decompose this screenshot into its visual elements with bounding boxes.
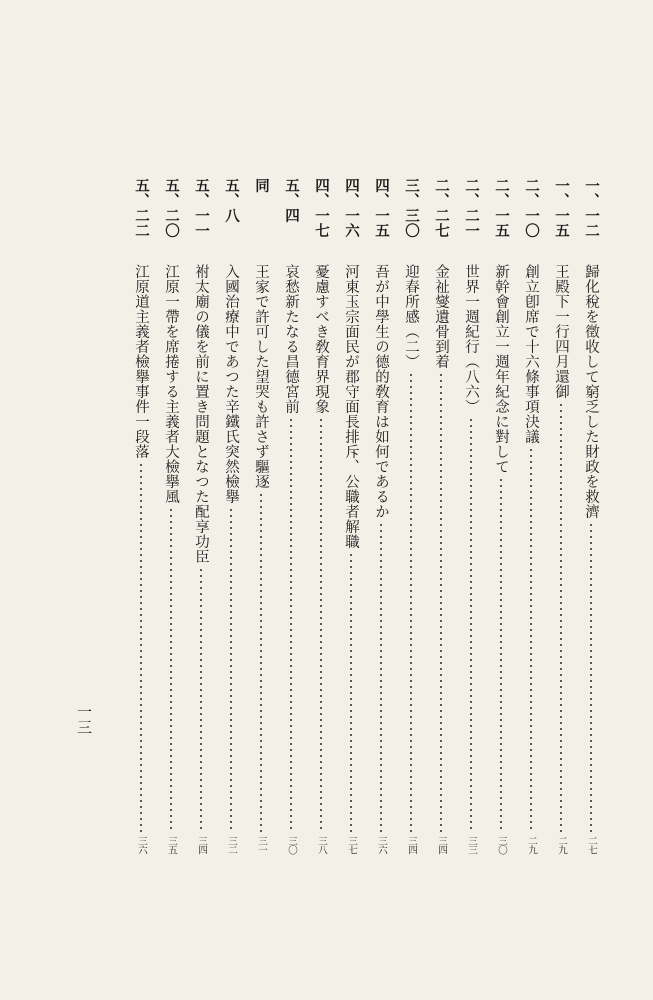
entry-page-number: 三一 [256, 836, 267, 854]
toc-entry [279, 178, 303, 858]
dot-leader [140, 462, 142, 833]
entry-page-number: 三八 [316, 836, 327, 854]
entry-page-number: 三五 [166, 836, 177, 854]
entry-body [189, 264, 213, 854]
entry-date: 二、二七 [433, 178, 450, 238]
entry-date: 四、一七 [313, 178, 330, 238]
toc-entry [399, 178, 423, 858]
dot-leader [290, 417, 292, 833]
entry-date: 二、一五 [493, 178, 510, 238]
table-of-contents [129, 178, 603, 858]
entry-body [429, 264, 453, 854]
entry-body [249, 264, 273, 854]
entry-page-number: 二七 [586, 836, 597, 854]
entry-page-number: 二九 [526, 836, 537, 854]
entry-body [519, 264, 543, 854]
entry-date: 三、三〇 [403, 178, 420, 238]
dot-leader [380, 522, 382, 833]
dot-leader [260, 492, 262, 833]
entry-page-number: 三六 [136, 836, 147, 854]
entry-title: 歸化稅を徵收して窮乏した財政を救濟 [583, 264, 599, 519]
dot-leader [230, 507, 232, 833]
toc-entry [429, 178, 453, 858]
entry-body [369, 264, 393, 854]
entry-page-number: 三四 [436, 836, 447, 854]
toc-entry [549, 178, 573, 858]
dot-leader [560, 402, 562, 833]
entry-title: 世界一週紀行（八六） [463, 264, 479, 414]
entry-body [219, 264, 243, 854]
entry-body [159, 264, 183, 854]
entry-page-number: 三四 [406, 836, 417, 854]
dot-leader [590, 522, 592, 833]
entry-title: 金祉燮遺骨到着 [433, 264, 449, 369]
toc-entry [369, 178, 393, 858]
entry-body [579, 264, 603, 854]
toc-entry [249, 178, 273, 858]
entry-title: 吾が中學生の德的敎育は如何であるか [373, 264, 389, 519]
entry-title: 河東玉宗面民が郡守面長排斥、公職者解職 [343, 264, 359, 549]
entry-title: 江原一帶を席捲する主義者大檢擧風 [163, 264, 179, 504]
dot-leader [470, 417, 472, 833]
entry-title: 新幹會創立一週年紀念に對して [493, 264, 509, 474]
entry-date: 二、二一 [463, 178, 480, 238]
entry-date: 五、二二 [133, 178, 150, 238]
entry-date: 二、一〇 [523, 178, 540, 238]
entry-body [459, 264, 483, 854]
entry-page-number: 三六 [376, 836, 387, 854]
entry-page-number: 三〇 [496, 836, 507, 854]
toc-entry [309, 178, 333, 858]
entry-date: 五、四 [283, 178, 300, 223]
entry-date: 四、一五 [373, 178, 390, 238]
entry-body [129, 264, 153, 854]
entry-title: 王殿下一行四月還御 [553, 264, 569, 399]
entry-page-number: 三七 [346, 836, 357, 854]
entry-body [339, 264, 363, 854]
entry-title: 迎春所感（二） [403, 264, 419, 369]
entry-title: 憂慮すべき敎育界現象 [313, 264, 329, 414]
toc-entry [189, 178, 213, 858]
dot-leader [500, 477, 502, 833]
entry-page-number: 三三 [466, 836, 477, 854]
entry-title: 祔太廟の儀を前に置き問題となつた配享功臣 [193, 264, 209, 564]
entry-title: 江原道主義者檢擧事件一段落 [133, 264, 149, 459]
entry-body [309, 264, 333, 854]
entry-date: 四、一六 [343, 178, 360, 238]
entry-date: 五、一一 [193, 178, 210, 238]
entry-title: 創立卽席で十六條事項決議 [523, 264, 539, 444]
entry-title: 入國治療中であつた辛鐵氏突然檢擧 [223, 264, 239, 504]
entry-title: 哀愁新たなる昌德宮前 [283, 264, 299, 414]
entry-date: 一、一五 [553, 178, 570, 238]
page-number: 一三 [75, 704, 93, 735]
toc-entry [519, 178, 543, 858]
toc-entry [459, 178, 483, 858]
entry-body [279, 264, 303, 854]
entry-date: 五、八 [223, 178, 240, 223]
dot-leader [170, 507, 172, 833]
entry-page-number: 三〇 [286, 836, 297, 854]
toc-entry [219, 178, 243, 858]
toc-entry [129, 178, 153, 858]
entry-page-number: 二九 [556, 836, 567, 854]
entry-page-number: 三二 [226, 836, 237, 854]
entry-title: 王家で許可した望哭も許さず驅逐 [253, 264, 269, 489]
entry-date: 五、二〇 [163, 178, 180, 238]
entry-body [489, 264, 513, 854]
dot-leader [320, 417, 322, 833]
toc-entry [489, 178, 513, 858]
dot-leader [530, 447, 532, 833]
toc-entry [339, 178, 363, 858]
dot-leader [410, 372, 412, 833]
entry-date: 一、一二 [583, 178, 600, 238]
entry-page-number: 三四 [196, 836, 207, 854]
entry-body [399, 264, 423, 854]
toc-entry [579, 178, 603, 858]
entry-date: 同 [253, 178, 270, 193]
dot-leader [350, 552, 352, 833]
dot-leader [440, 372, 442, 833]
dot-leader [200, 567, 202, 833]
toc-entry [159, 178, 183, 858]
entry-body [549, 264, 573, 854]
